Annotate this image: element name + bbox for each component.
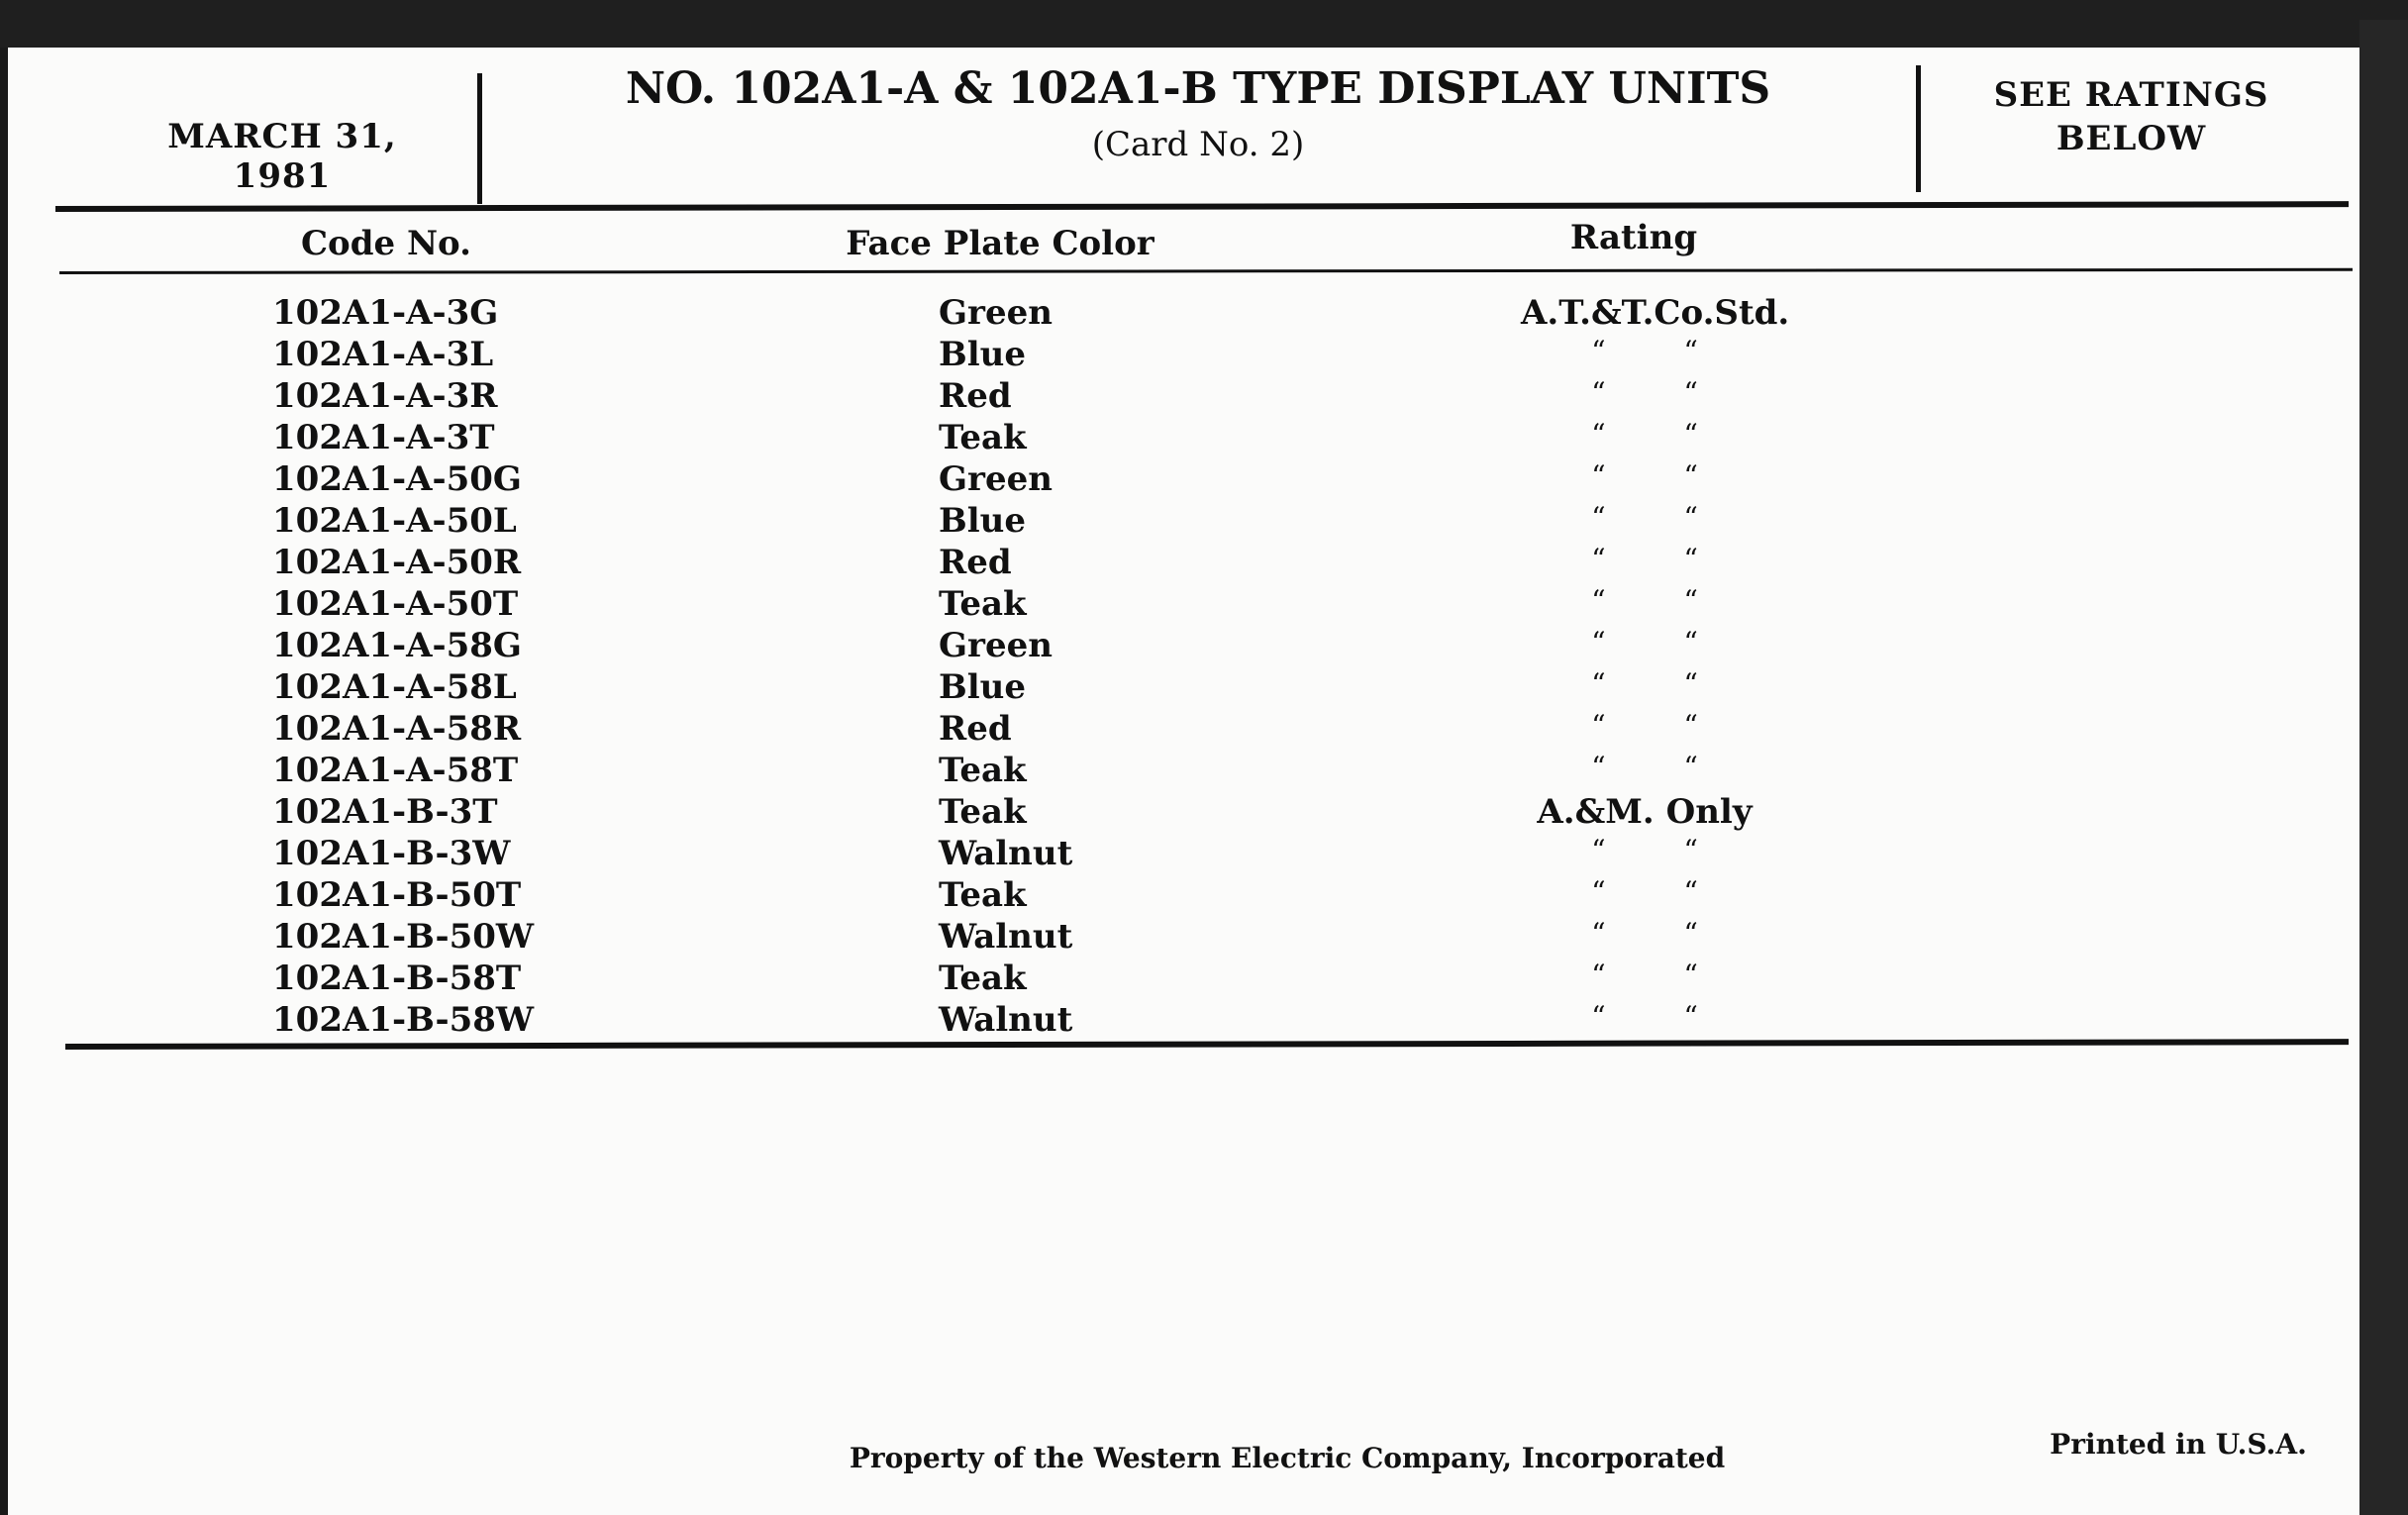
rating-cell: “ “ xyxy=(1591,543,1698,575)
rating-cell: “ “ xyxy=(1591,335,1698,367)
table-row xyxy=(0,626,2352,667)
issue-date: MARCH 31, 1981 xyxy=(167,117,397,196)
table-row xyxy=(0,751,2352,792)
table-row xyxy=(0,959,2352,1000)
table-row xyxy=(0,834,2352,875)
face-plate-color-cell: Green xyxy=(939,626,1053,665)
face-plate-color-cell: Blue xyxy=(939,501,1027,541)
code-cell: 102A1-A-3L xyxy=(272,335,494,374)
code-cell: 102A1-A-50T xyxy=(272,584,519,624)
face-plate-color-cell: Teak xyxy=(939,875,1027,915)
face-plate-color-cell: Green xyxy=(939,459,1053,499)
code-cell: 102A1-A-3T xyxy=(272,418,495,457)
rating-cell: A.&M. Only xyxy=(1537,792,1753,832)
table-row xyxy=(0,376,2352,418)
code-cell: 102A1-A-50G xyxy=(272,459,522,499)
rating-cell: “ “ xyxy=(1591,709,1698,742)
code-cell: 102A1-B-50T xyxy=(272,875,522,915)
table-row xyxy=(0,418,2352,459)
column-header-code: Code No. xyxy=(301,224,471,263)
face-plate-color-cell: Teak xyxy=(939,751,1027,790)
face-plate-color-cell: Blue xyxy=(939,335,1027,374)
document-title: NO. 102A1-A & 102A1-B TYPE DISPLAY UNITS xyxy=(625,63,1771,114)
document-subtitle: (Card No. 2) xyxy=(1091,125,1305,164)
ratings-note-line2: BELOW xyxy=(2056,119,2207,158)
rating-cell: “ “ xyxy=(1591,917,1698,950)
face-plate-color-cell: Walnut xyxy=(939,917,1073,957)
code-cell: 102A1-A-58R xyxy=(272,709,522,749)
table-row xyxy=(0,459,2352,501)
units-table xyxy=(0,293,2352,1042)
table-row xyxy=(0,335,2352,376)
rating-cell: “ “ xyxy=(1591,459,1698,492)
face-plate-color-cell: Blue xyxy=(939,667,1027,707)
code-cell: 102A1-A-50R xyxy=(272,543,522,582)
property-notice: Property of the Western Electric Company, Incorporated xyxy=(849,1442,1726,1474)
header-divider-right xyxy=(1916,65,1921,192)
ratings-note-line1: SEE RATINGS xyxy=(1993,75,2269,115)
rating-cell: “ “ xyxy=(1591,667,1698,700)
code-cell: 102A1-B-58T xyxy=(272,959,522,998)
code-cell: 102A1-A-50L xyxy=(272,501,517,541)
table-row xyxy=(0,792,2352,834)
code-cell: 102A1-A-58G xyxy=(272,626,522,665)
code-cell: 102A1-B-3T xyxy=(272,792,498,832)
face-plate-color-cell: Red xyxy=(939,376,1012,416)
code-cell: 102A1-A-3R xyxy=(272,376,498,416)
table-row xyxy=(0,543,2352,584)
rating-cell: “ “ xyxy=(1591,626,1698,658)
table-row xyxy=(0,875,2352,917)
rating-cell: “ “ xyxy=(1591,959,1698,991)
code-cell: 102A1-A-58T xyxy=(272,751,519,790)
face-plate-color-cell: Red xyxy=(939,709,1012,749)
rating-cell: “ “ xyxy=(1591,584,1698,617)
face-plate-color-cell: Green xyxy=(939,293,1053,333)
code-cell: 102A1-B-3W xyxy=(272,834,511,873)
code-cell: 102A1-B-50W xyxy=(272,917,535,957)
face-plate-color-cell: Teak xyxy=(939,792,1027,832)
column-header-rating: Rating xyxy=(1569,218,1698,257)
rating-cell: “ “ xyxy=(1591,376,1698,409)
face-plate-color-cell: Teak xyxy=(939,584,1027,624)
rating-cell: A.T.&T.Co.Std. xyxy=(1521,293,1790,333)
rating-cell: “ “ xyxy=(1591,834,1698,866)
code-cell: 102A1-A-3G xyxy=(272,293,499,333)
column-header-face-plate-color: Face Plate Color xyxy=(846,224,1154,263)
code-cell: 102A1-B-58W xyxy=(272,1000,535,1040)
rating-cell: “ “ xyxy=(1591,418,1698,451)
table-row xyxy=(0,293,2352,335)
face-plate-color-cell: Red xyxy=(939,543,1012,582)
rating-cell: “ “ xyxy=(1591,751,1698,783)
table-row xyxy=(0,709,2352,751)
scan-border-top xyxy=(0,0,2408,48)
table-row xyxy=(0,584,2352,626)
ratings-note xyxy=(1956,73,2307,160)
face-plate-color-cell: Teak xyxy=(939,959,1027,998)
face-plate-color-cell: Walnut xyxy=(939,834,1073,873)
table-row xyxy=(0,917,2352,959)
rating-cell: “ “ xyxy=(1591,501,1698,534)
table-row xyxy=(0,1000,2352,1042)
header-divider-left xyxy=(477,73,482,204)
rating-cell: “ “ xyxy=(1591,1000,1698,1033)
table-row xyxy=(0,667,2352,709)
code-cell: 102A1-A-58L xyxy=(272,667,517,707)
face-plate-color-cell: Walnut xyxy=(939,1000,1073,1040)
table-row xyxy=(0,501,2352,543)
printed-notice: Printed in U.S.A. xyxy=(2050,1428,2307,1461)
rating-cell: “ “ xyxy=(1591,875,1698,908)
scan-border-right xyxy=(2359,20,2408,1515)
face-plate-color-cell: Teak xyxy=(939,418,1027,457)
